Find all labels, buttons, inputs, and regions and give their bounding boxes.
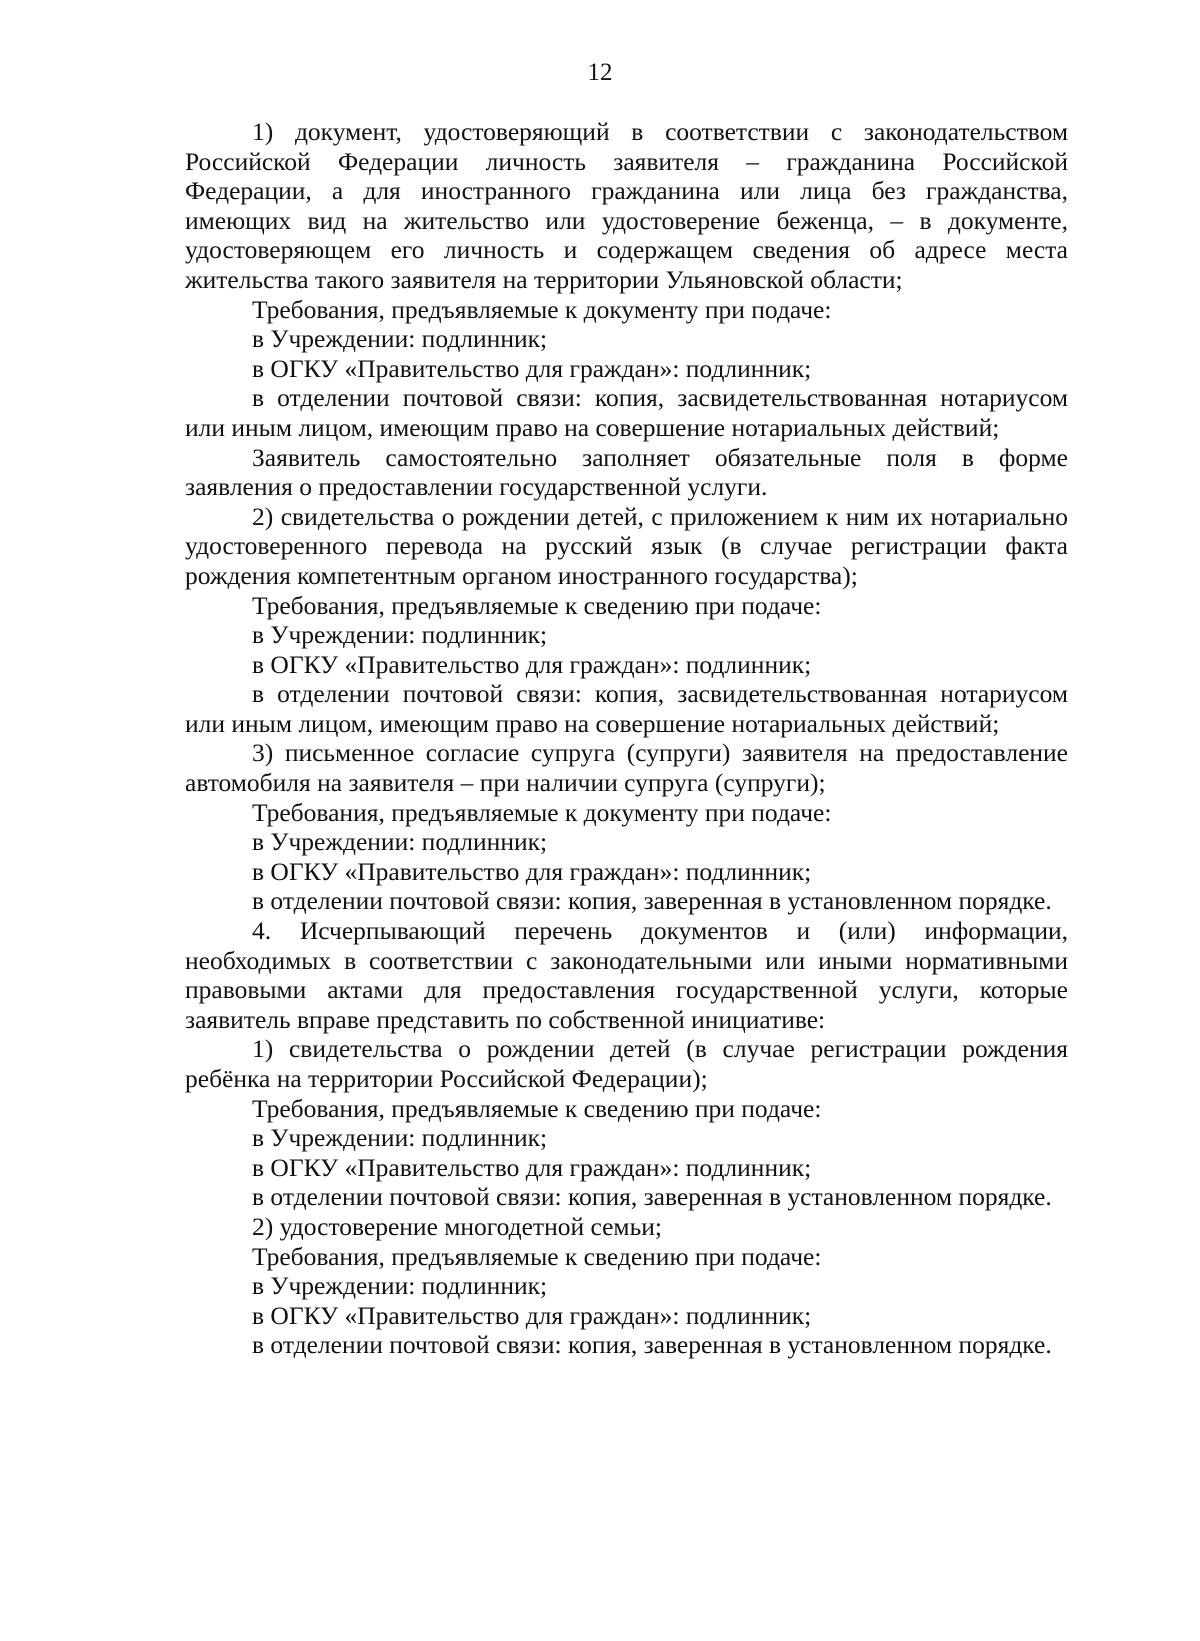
paragraph: Требования, предъявляемые к документу при подаче: bbox=[252, 797, 832, 827]
paragraph: в ОГКУ «Правительство для граждан»: подлинник; bbox=[252, 353, 812, 383]
paragraph: в отделении почтовой связи: копия, заверенная в установленном порядке. bbox=[252, 1330, 1052, 1360]
paragraph: в Учреждении: подлинник; bbox=[252, 827, 548, 857]
paragraph: в ОГКУ «Правительство для граждан»: подлинник; bbox=[252, 856, 812, 886]
paragraph: в Учреждении: подлинник; bbox=[252, 324, 548, 354]
paragraph: в ОГКУ «Правительство для граждан»: подлинник; bbox=[252, 1152, 812, 1182]
paragraph: в Учреждении: подлинник; bbox=[252, 1271, 548, 1301]
paragraph: 2) удостоверение многодетной семьи; bbox=[252, 1211, 662, 1241]
paragraph: в ОГКУ «Правительство для граждан»: подлинник; bbox=[252, 1300, 812, 1330]
paragraph: Требования, предъявляемые к сведению при подаче: bbox=[252, 1093, 822, 1123]
paragraph: Заявитель самостоятельно заполняет обязательные поля в форме заявления о предоставлении государственной услуги. bbox=[185, 442, 1068, 502]
paragraph: 4. Исчерпывающий перечень документов и (или) информации, необходимых в соответствии с законодательными или иными нормативными правовыми актами для предоставления государственной услуги, которые заявитель вправе представить по собственной инициативе: bbox=[185, 916, 1068, 1034]
paragraph: в Учреждении: подлинник; bbox=[252, 620, 548, 650]
paragraph: в отделении почтовой связи: копия, заверенная в установленном порядке. bbox=[252, 886, 1052, 916]
paragraph: в ОГКУ «Правительство для граждан»: подлинник; bbox=[252, 649, 812, 679]
paragraph: 1) документ, удостоверяющий в соответствии с законодательством Российской Федерации личность заявителя – гражданина Российской Федерации, а для иностранного гражданина или лица без гражданства, имеющих вид на жительство или удостоверение беженца, – в документе, удостоверяющем его личность и содержащем сведения об адресе места жительства такого заявителя на территории Ульяновской области; bbox=[185, 117, 1068, 294]
paragraph: 2) свидетельства о рождении детей, с приложением к ним их нотариально удостоверенного перевода на русский язык (в случае регистрации факта рождения компетентным органом иностранного государства); bbox=[185, 501, 1068, 590]
document-body bbox=[185, 117, 1068, 1360]
paragraph: в отделении почтовой связи: копия, засвидетельствованная нотариусом или иным лицом, имеющим право на совершение нотариальных действий; bbox=[185, 383, 1068, 442]
paragraph: 3) письменное согласие супруга (супруги) заявителя на предоставление автомобиля на заявителя – при наличии супруга (супруги); bbox=[185, 738, 1068, 798]
paragraph: в отделении почтовой связи: копия, заверенная в установленном порядке. bbox=[252, 1182, 1052, 1212]
paragraph: 1) свидетельства о рождении детей (в случае регистрации рождения ребёнка на территории Российской Федерации); bbox=[185, 1034, 1068, 1093]
page-number: 12 bbox=[587, 59, 613, 86]
paragraph: в Учреждении: подлинник; bbox=[252, 1123, 548, 1153]
paragraph: Требования, предъявляемые к сведению при подаче: bbox=[252, 1241, 822, 1271]
paragraph: в отделении почтовой связи: копия, засвидетельствованная нотариусом или иным лицом, имеющим право на совершение нотариальных действий; bbox=[185, 679, 1068, 738]
paragraph: Требования, предъявляемые к сведению при подаче: bbox=[252, 590, 822, 620]
paragraph: Требования, предъявляемые к документу при подаче: bbox=[252, 294, 832, 324]
